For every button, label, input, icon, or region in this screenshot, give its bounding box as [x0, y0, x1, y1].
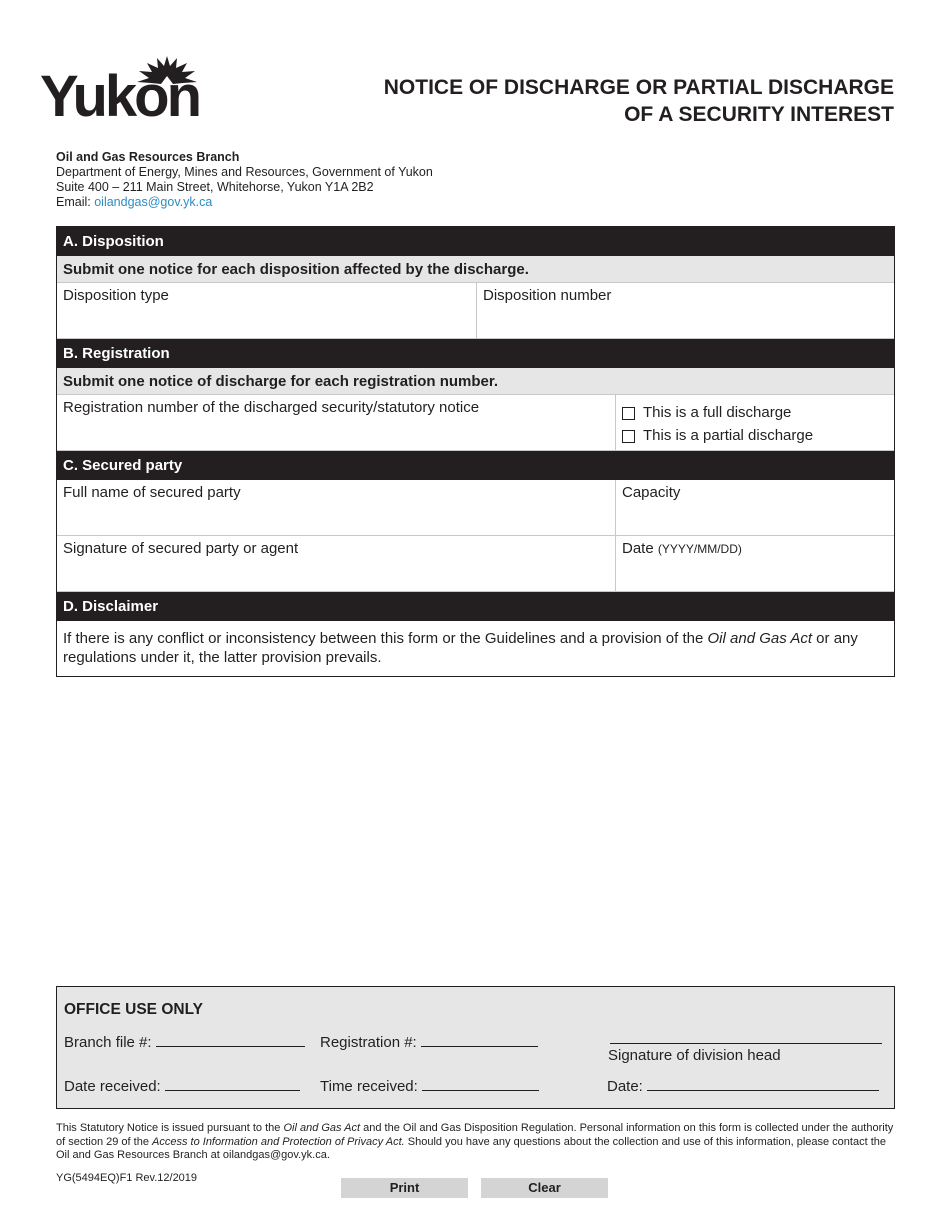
form-code: YG(5494EQ)F1 Rev.12/2019 [56, 1172, 198, 1184]
branch-info [56, 150, 433, 210]
registration-row [57, 395, 894, 451]
footer-act-1: Oil and Gas Act [283, 1122, 361, 1134]
office-registration-label: Registration #: [320, 1034, 417, 1051]
print-button[interactable]: Print [341, 1178, 468, 1198]
branch-file-field[interactable] [64, 1033, 305, 1051]
capacity-field[interactable] [615, 480, 894, 535]
section-b-heading: B. Registration [57, 339, 894, 368]
division-head-signature-line[interactable] [610, 1043, 882, 1044]
date-received-blank[interactable] [165, 1077, 300, 1091]
office-registration-blank[interactable] [421, 1033, 538, 1047]
disposition-number-label: Disposition number [483, 287, 612, 304]
footer-part-3: Should you have any questions about the collection and use of this information, please contact the Oil and Gas Resources Branch at oilandgas@gov.yk.ca. [56, 1135, 886, 1161]
full-discharge-label: This is a full discharge [643, 404, 792, 421]
office-date-field[interactable] [607, 1077, 879, 1095]
section-d-heading: D. Disclaimer [57, 592, 894, 621]
disposition-number-field[interactable] [476, 283, 894, 338]
disclaimer-act: Oil and Gas Act [707, 630, 813, 647]
disclaimer-part-1: If there is any conflict or inconsistency between this form or the Guidelines and a provision of the [63, 630, 708, 647]
section-b-note: Submit one notice of discharge for each registration number. [57, 368, 894, 395]
signature-field[interactable] [57, 536, 615, 591]
disclaimer-text [57, 621, 894, 676]
department-name: Department of Energy, Mines and Resources, Government of Yukon [56, 165, 433, 179]
branch-email [56, 195, 433, 210]
disposition-row [57, 283, 894, 339]
title-line-2: OF A SECURITY INTEREST [624, 103, 894, 126]
yukon-logo [40, 56, 212, 129]
discharge-type-options [615, 395, 894, 450]
disposition-type-field[interactable] [57, 283, 476, 338]
signature-label: Signature of secured party or agent [63, 540, 299, 557]
footer-part-2: and the Oil and Gas Disposition Regulation. Personal information on this form is collected under the authority of section 29 of the [56, 1122, 894, 1148]
section-a-note: Submit one notice for each disposition affected by the discharge. [57, 256, 894, 283]
time-received-blank[interactable] [422, 1077, 539, 1091]
office-date-blank[interactable] [647, 1077, 879, 1091]
full-discharge-checkbox[interactable] [622, 407, 635, 420]
email-link[interactable]: oilandgas@gov.yk.ca [94, 195, 213, 209]
section-a-heading: A. Disposition [57, 227, 894, 256]
full-discharge-option[interactable] [622, 403, 888, 423]
office-registration-field[interactable] [320, 1033, 538, 1051]
secured-party-row [57, 480, 894, 536]
branch-file-label: Branch file #: [64, 1034, 152, 1051]
date-label: Date [622, 540, 654, 557]
office-date-label: Date: [607, 1078, 643, 1095]
section-c-heading: C. Secured party [57, 451, 894, 480]
date-received-field[interactable] [64, 1077, 300, 1095]
office-use-panel [56, 986, 895, 1109]
clear-button[interactable]: Clear [481, 1178, 608, 1198]
signature-row [57, 536, 894, 592]
email-label: Email: [56, 195, 91, 209]
footer-part-1: This Statutory Notice is issued pursuant to the [56, 1122, 284, 1134]
privacy-statement [56, 1122, 896, 1163]
partial-discharge-option[interactable] [622, 426, 888, 446]
division-head-signature-label: Signature of division head [608, 1047, 781, 1064]
secured-party-name-label: Full name of secured party [63, 484, 241, 501]
date-field[interactable] [615, 536, 894, 591]
branch-name: Oil and Gas Resources Branch [56, 150, 240, 164]
partial-discharge-label: This is a partial discharge [643, 427, 814, 444]
office-use-title: OFFICE USE ONLY [64, 1001, 203, 1018]
disposition-type-label: Disposition type [63, 287, 169, 304]
date-format-hint: (YYYY/MM/DD) [657, 542, 742, 556]
branch-file-blank[interactable] [156, 1033, 305, 1047]
capacity-label: Capacity [622, 484, 681, 501]
notice-form [56, 226, 895, 677]
time-received-label: Time received: [320, 1078, 418, 1095]
partial-discharge-checkbox[interactable] [622, 430, 635, 443]
date-received-label: Date received: [64, 1078, 161, 1095]
page-title [334, 74, 894, 128]
registration-number-label: Registration number of the discharged security/statutory notice [63, 399, 480, 416]
secured-party-name-field[interactable] [57, 480, 615, 535]
registration-number-field[interactable] [57, 395, 615, 450]
footer-act-2: Access to Information and Protection of Privacy Act. [152, 1135, 405, 1148]
branch-address: Suite 400 – 211 Main Street, Whitehorse, Yukon Y1A 2B2 [56, 180, 374, 194]
disclaimer-part-2: or any regulations under it, the latter provision prevails. [63, 630, 858, 666]
title-line-1: NOTICE OF DISCHARGE OR PARTIAL DISCHARGE [383, 76, 894, 99]
logo-wordmark: Yukon [40, 64, 200, 129]
time-received-field[interactable] [320, 1077, 539, 1095]
